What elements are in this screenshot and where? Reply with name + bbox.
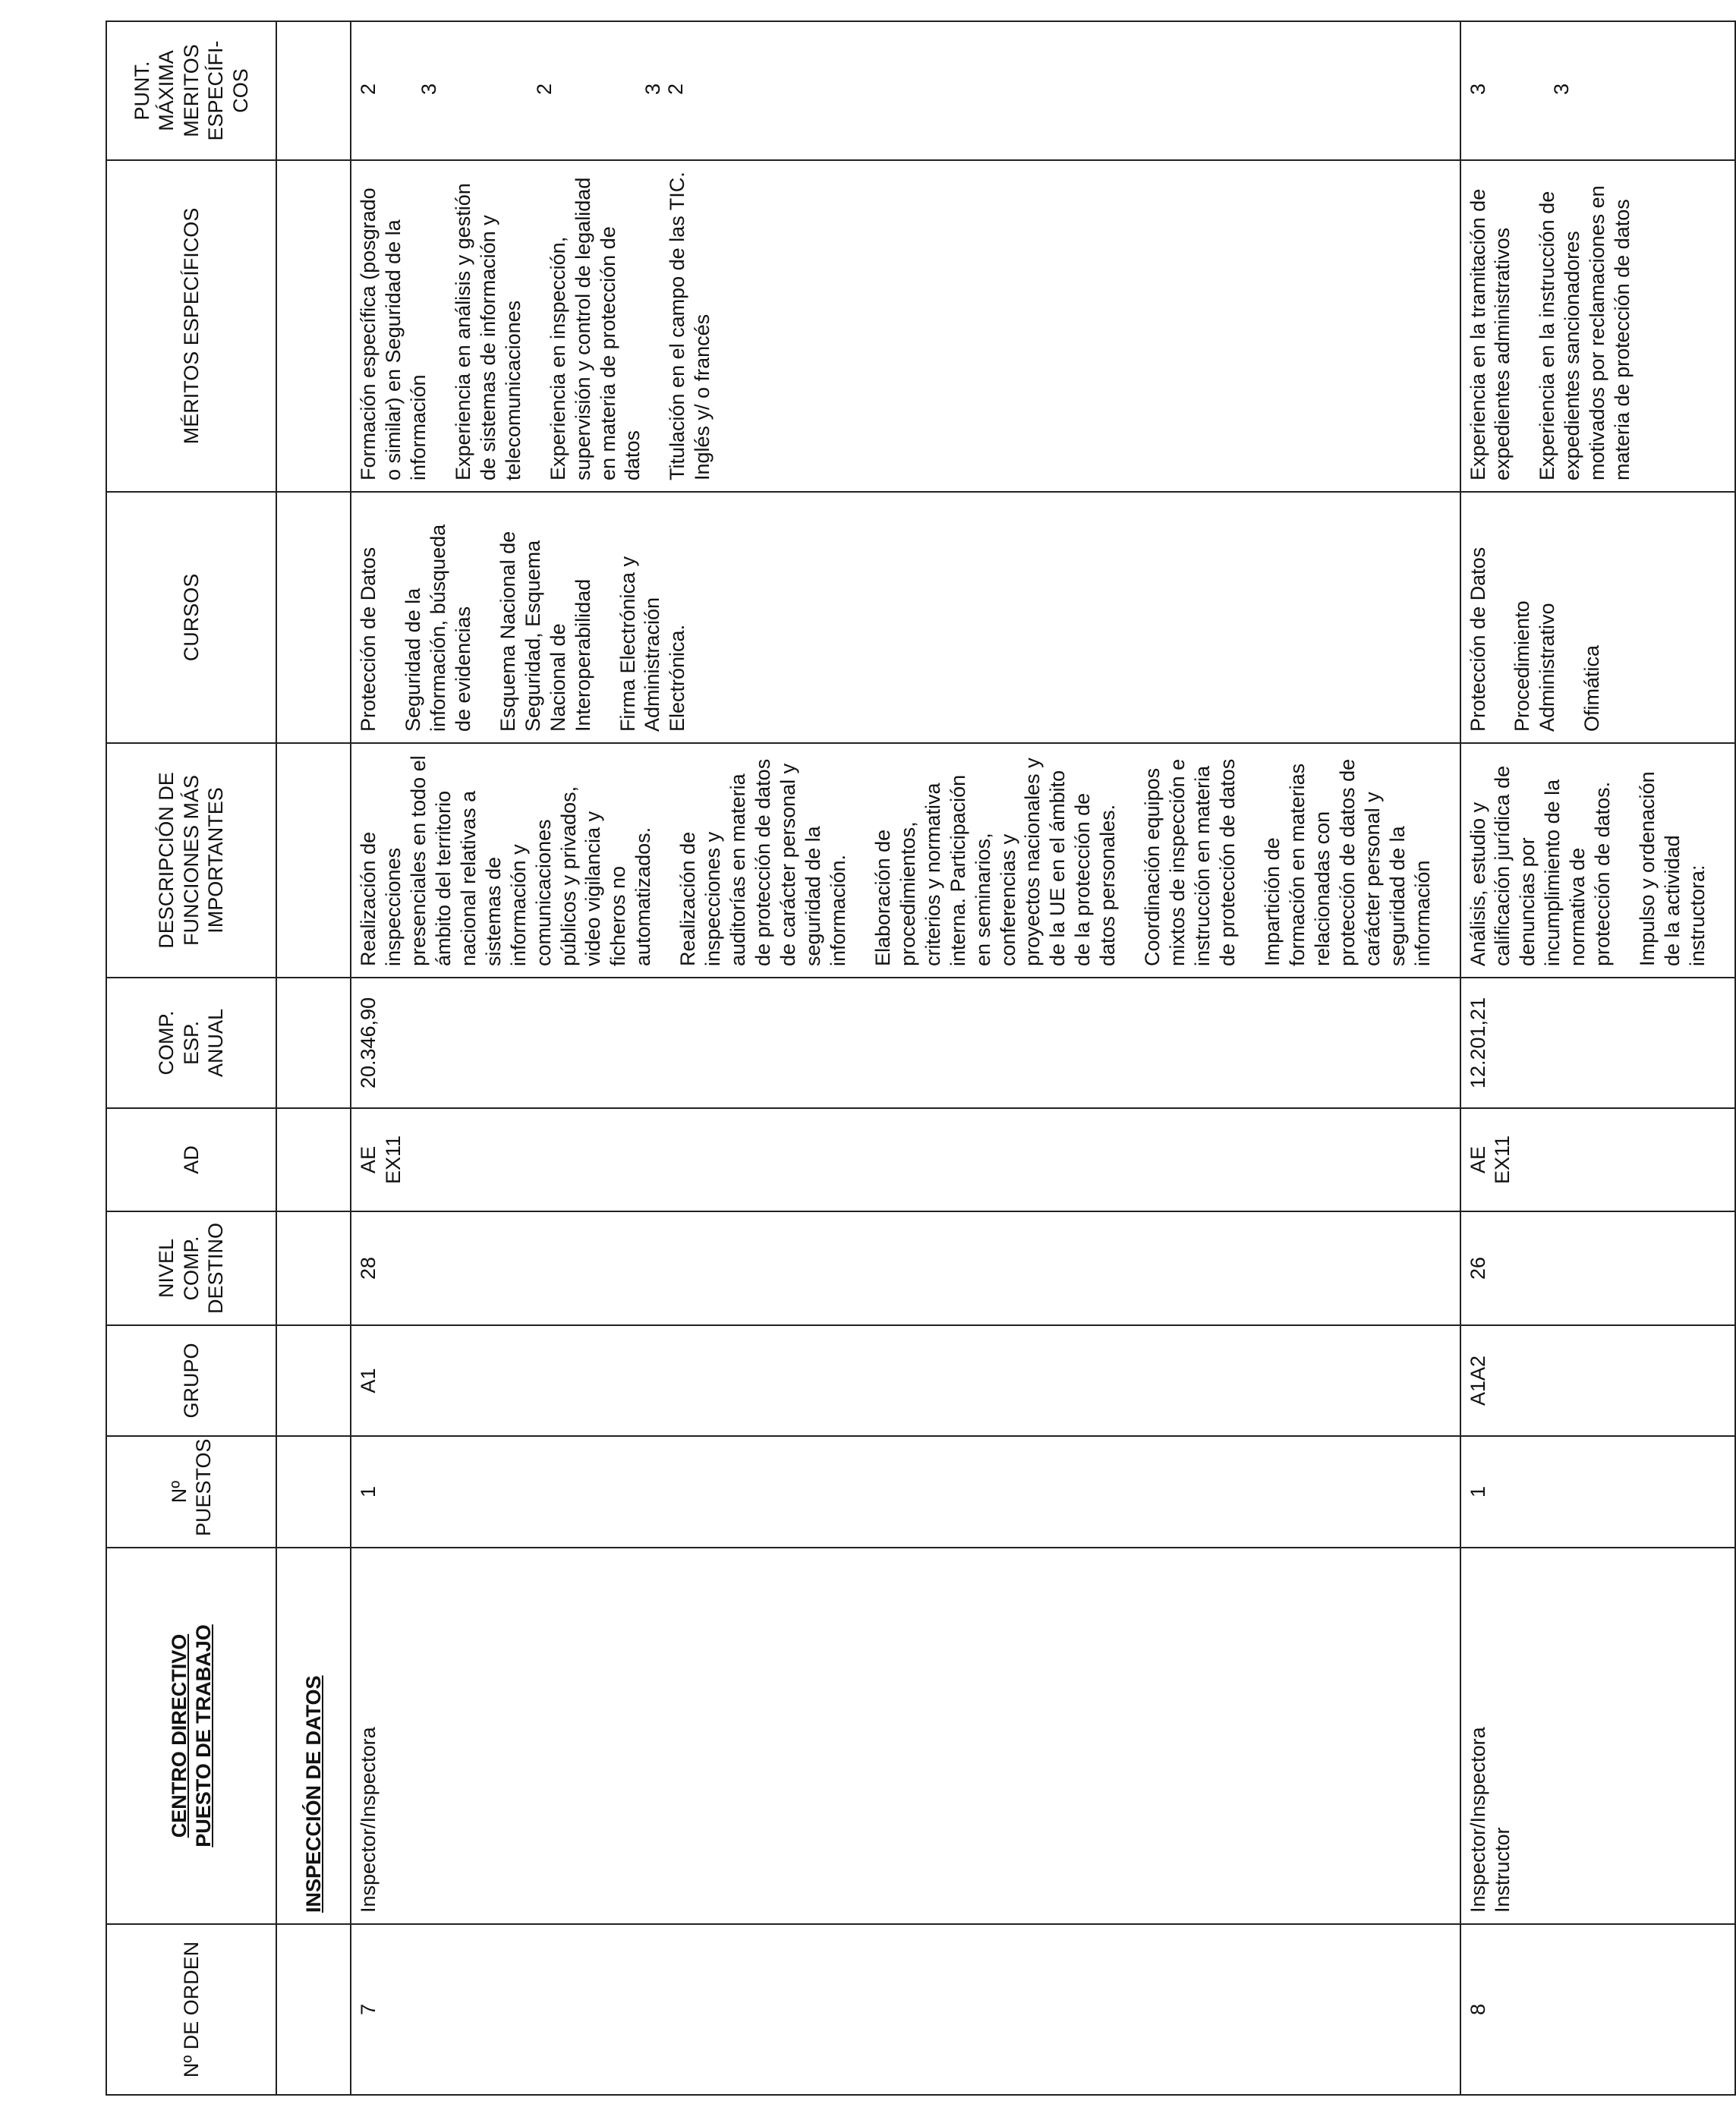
table-row <box>1460 21 1735 2095</box>
funcion-item: Impartición de formación en materias relacionadas con protección de datos de carácter personal y seguridad de la información <box>1260 758 1434 966</box>
funcion-item: Realización de inspecciones y auditorías en materia de protección de datos de carácter personal y seguridad de la información. <box>676 758 849 966</box>
header-nivel: NIVEL COMP. DESTINO <box>106 1211 276 1325</box>
cell-orden: 8 <box>1460 1924 1735 2095</box>
header-row <box>106 21 276 2095</box>
cell-puestos: 1 <box>351 1436 1460 1548</box>
punto-value: 2 <box>664 83 687 95</box>
puesto-line: Inspector/Inspectora <box>1466 1727 1489 1913</box>
cell-meritos <box>1460 160 1735 492</box>
header-centro-line1: CENTRO DIRECTIVO <box>167 1633 191 1838</box>
merito-item: Experiencia en inspección, supervisión y control de legalidad en materia de protección de datos <box>546 177 644 480</box>
header-cursos: CURSOS <box>106 492 276 743</box>
cell-nivel: 28 <box>351 1211 1460 1325</box>
header-puestos: Nº PUESTOS <box>106 1436 276 1548</box>
curso-item: Esquema Nacional de Seguridad, Esquema Nacional de Interoperabilidad <box>496 531 594 732</box>
cell-ad: AE EX11 <box>1460 1108 1735 1211</box>
merito-item: Experiencia en la instrucción de expedientes sancionadores motivados por reclamaciones en materia de protección de datos <box>1536 185 1634 480</box>
merito-item: Titulación en el campo de las TIC. <box>666 172 689 480</box>
funcion-item: Análisis, estudio y calificación jurídica de denuncias por incumplimiento de la normativa de protección de datos. <box>1466 765 1615 966</box>
punto-value: 2 <box>533 83 556 95</box>
cell-comp: 20.346,90 <box>351 978 1460 1108</box>
header-centro-line2: PUESTO DE TRABAJO <box>192 1624 215 1847</box>
cell-grupo: A1A2 <box>1460 1325 1735 1436</box>
curso-item: Seguridad de la información, búsqueda de evidencias <box>401 524 474 732</box>
cell-nivel: 26 <box>1460 1211 1735 1325</box>
cell-comp: 12.201,21 <box>1460 978 1735 1108</box>
curso-item: Firma Electrónica y Administración Electrónica. <box>616 556 689 732</box>
funcion-item: Coordinación equipos mixtos de inspección e instrucción en materia de protección de datos <box>1141 758 1239 966</box>
positions-table <box>106 20 1736 2096</box>
cell-orden: 7 <box>351 1924 1460 2095</box>
cell-puesto: Inspector/Inspectora <box>351 1548 1460 1924</box>
punto-value: 3 <box>417 83 440 95</box>
cell-puntos <box>351 21 1460 160</box>
punto-value: 3 <box>1549 83 1573 95</box>
section-row <box>276 21 351 2095</box>
cell-funciones <box>351 743 1460 978</box>
merito-item: Formación específica (posgrado o similar) en Seguridad de la información <box>357 187 430 480</box>
cell-grupo: A1 <box>351 1325 1460 1436</box>
section-title: INSPECCIÓN DE DATOS <box>301 1675 325 1913</box>
merito-item: Experiencia en la tramitación de expedientes administrativos <box>1466 188 1514 480</box>
header-orden: Nº DE ORDEN <box>106 1924 276 2095</box>
cell-puntos <box>1460 21 1735 160</box>
header-ad: AD <box>106 1108 276 1211</box>
cell-cursos <box>1460 492 1735 743</box>
header-comp: COMP. ESP. ANUAL <box>106 978 276 1108</box>
cell-puestos: 1 <box>1460 1436 1735 1548</box>
header-grupo: GRUPO <box>106 1325 276 1436</box>
funcion-item: Impulso y ordenación de la actividad instructora: <box>1636 771 1709 966</box>
merito-item: Experiencia en análisis y gestión de sistemas de información y telecomunicaciones <box>451 183 525 480</box>
merito-item: Inglés y/ o francés <box>691 313 714 480</box>
header-meritos: MÉRITOS ESPECÍFICOS <box>106 160 276 492</box>
table-row <box>351 21 1460 2095</box>
header-punt: PUNT. MÁXIMA MERITOS ESPECÍFI-COS <box>106 21 276 160</box>
puesto-line: Instructor <box>1491 1827 1514 1913</box>
header-funciones: DESCRIPCIÓN DE FUNCIONES MÁS IMPORTANTES <box>106 743 276 978</box>
cell-meritos <box>351 160 1460 492</box>
cell-funciones <box>1460 743 1735 978</box>
curso-item: Protección de Datos <box>1466 546 1489 732</box>
curso-item: Procedimiento Administrativo <box>1511 600 1559 732</box>
curso-item: Protección de Datos <box>357 546 380 732</box>
punto-value: 3 <box>1466 83 1489 95</box>
cell-cursos <box>351 492 1460 743</box>
cell-puesto <box>1460 1548 1735 1924</box>
cell-ad: AE EX11 <box>351 1108 1460 1211</box>
punto-value: 2 <box>357 83 380 95</box>
funcion-item: Realización de inspecciones presenciales en todo el ámbito del territorio nacional relativas a sistemas de información y comunicaciones públicos y privados, video vigilancia y ficheros no automatizados. <box>357 755 655 966</box>
punto-value: 3 <box>641 83 664 95</box>
curso-item: Ofimática <box>1580 644 1604 732</box>
header-centro <box>106 1548 276 1924</box>
funcion-item: Elaboración de procedimientos, criterios y normativa interna. Participación en seminarios, conferencias y proyectos nacionales y de la UE en el ámbito de la protección de datos personales. <box>871 757 1120 966</box>
